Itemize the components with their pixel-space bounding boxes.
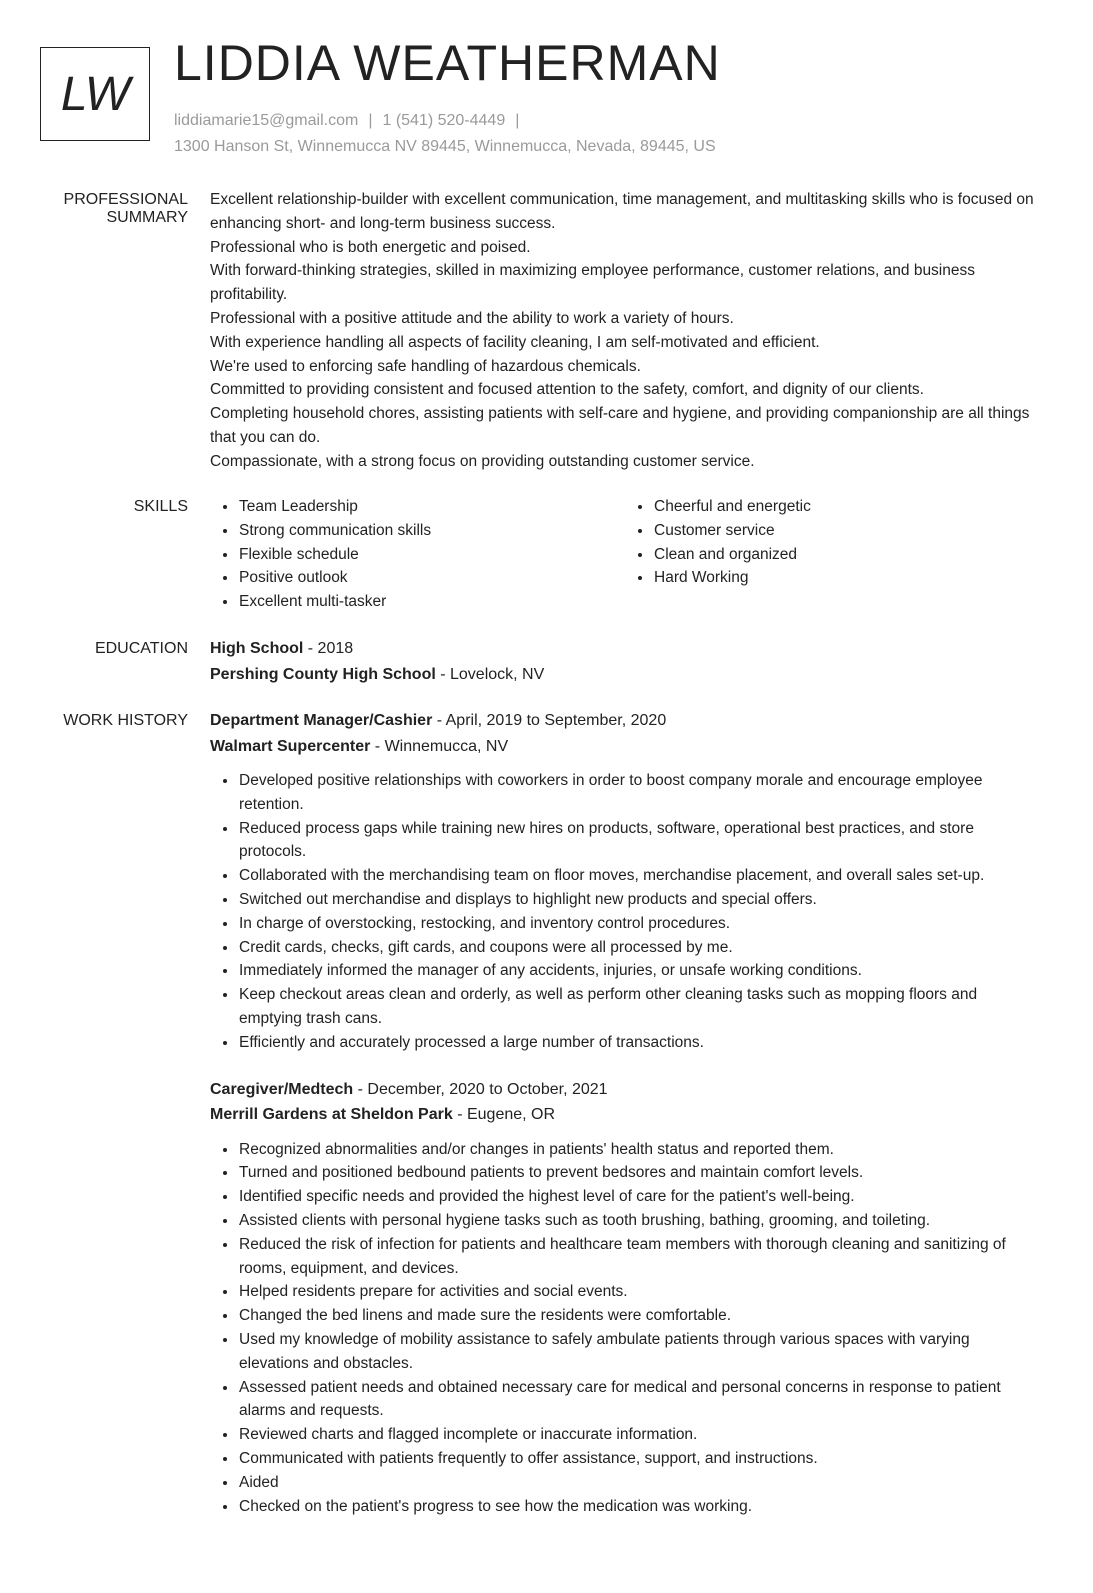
summary-line: Professional who is both energetic and poised. bbox=[210, 238, 531, 256]
contact-line-1 bbox=[174, 108, 716, 134]
job-bullet: • Communicated with patients frequently to offer assistance, support, and instructions. bbox=[238, 1447, 1040, 1471]
summary-body bbox=[210, 188, 1040, 474]
summary-line: Excellent relationship-builder with excellent communication, time management, and multitasking skills who is focused on enhancing short- and long-term business success. bbox=[210, 191, 1034, 232]
summary-line: With forward-thinking strategies, skilled in maximizing employee performance, customer relations, and business profitability. bbox=[210, 262, 975, 304]
separator: | bbox=[515, 112, 520, 129]
job-location: - Eugene, OR bbox=[452, 1106, 556, 1124]
job-bullet: • Checked on the patient's progress to see how the medication was working. bbox=[238, 1495, 1040, 1519]
job-bullet: • Assessed patient needs and obtained necessary care for medical and personal concerns in response to patient alarms and requests. bbox=[238, 1376, 1040, 1424]
job-entry bbox=[210, 708, 1040, 1055]
job-bullet: • Developed positive relationships with coworkers in order to boost company morale and encourage employee retention. bbox=[238, 769, 1040, 817]
section-label-work: WORK HISTORY bbox=[63, 712, 188, 729]
email[interactable]: liddiamarie15@gmail.com bbox=[174, 112, 359, 129]
job-bullet: • Credit cards, checks, gift cards, and coupons were all processed by me. bbox=[238, 936, 1040, 960]
job-title: Department Manager/Cashier bbox=[210, 712, 433, 729]
separator: | bbox=[368, 112, 373, 129]
job-bullet: • Turned and positioned bedbound patients to prevent bedsores and maintain comfort levels. bbox=[238, 1161, 1040, 1185]
job-employer-line bbox=[210, 1102, 1040, 1128]
section-label-skills: SKILLS bbox=[133, 498, 188, 515]
skill-item: • Strong communication skills bbox=[238, 519, 625, 543]
skills-body bbox=[210, 495, 1040, 614]
skill-item: • Excellent multi-tasker bbox=[238, 590, 625, 614]
job-bullets bbox=[210, 1138, 1040, 1519]
contact-info bbox=[174, 108, 716, 160]
job-bullet: • Recognized abnormalities and/or changes in patients' health status and reported them. bbox=[238, 1138, 1040, 1162]
summary-line: With experience handling all aspects of facility cleaning, I am self-motivated and efficient. bbox=[210, 333, 820, 351]
job-bullet: • Assisted clients with personal hygiene tasks such as tooth brushing, bathing, grooming, and toileting. bbox=[238, 1209, 1040, 1233]
skills-column-1 bbox=[210, 495, 625, 614]
skills-column-2 bbox=[625, 495, 1040, 614]
skill-item: • Positive outlook bbox=[238, 566, 625, 590]
job-bullet: • Switched out merchandise and displays to highlight new products and special offers. bbox=[238, 888, 1040, 912]
job-title-line bbox=[210, 1077, 1040, 1103]
job-dates: - December, 2020 to October, 2021 bbox=[353, 1080, 608, 1098]
degree: High School bbox=[210, 640, 304, 657]
job-employer: Walmart Supercenter bbox=[210, 737, 371, 755]
work-body bbox=[210, 708, 1040, 1518]
job-bullet: • Used my knowledge of mobility assistance to safely ambulate patients through various spaces with varying elevations and obstacles. bbox=[238, 1328, 1040, 1376]
address: 1300 Hanson St, Winnemucca NV 89445, Winnemucca, Nevada, 89445, US bbox=[174, 138, 716, 155]
summary-line: Completing household chores, assisting patients with self-care and hygiene, and providing companionship are all things that you can do. bbox=[210, 405, 1030, 446]
job-bullet: • In charge of overstocking, restocking, and inventory control procedures. bbox=[238, 912, 1040, 936]
skill-item: • Flexible schedule bbox=[238, 543, 625, 567]
phone[interactable]: 1 (541) 520-4449 bbox=[382, 112, 506, 129]
summary-line: Committed to providing consistent and focused attention to the safety, comfort, and dignity of our clients. bbox=[210, 381, 924, 399]
summary-line: Compassionate, with a strong focus on providing outstanding customer service. bbox=[210, 452, 755, 470]
job-bullet: • Helped residents prepare for activities and social events. bbox=[238, 1280, 1040, 1304]
job-bullet: • Identified specific needs and provided the highest level of care for the patient's well-being. bbox=[238, 1185, 1040, 1209]
job-bullet: • Keep checkout areas clean and orderly, as well as perform other cleaning tasks such as mopping floors and emptying trash cans. bbox=[238, 983, 1040, 1031]
job-bullet: • Reduced the risk of infection for patients and healthcare team members with thorough cleaning and sanitizing of rooms, equipment, and devices. bbox=[238, 1233, 1040, 1281]
job-location: - Winnemucca, NV bbox=[370, 737, 509, 755]
section-label-summary bbox=[40, 191, 188, 227]
job-title-line bbox=[210, 708, 1040, 734]
summary-line: Professional with a positive attitude and the ability to work a variety of hours. bbox=[210, 309, 734, 327]
candidate-name: LIDDIA WEATHERMAN bbox=[174, 35, 721, 91]
school-location: - Lovelock, NV bbox=[435, 665, 545, 683]
job-bullet: • Aided bbox=[238, 1471, 1040, 1495]
section-label-education: EDUCATION bbox=[94, 640, 188, 657]
job-bullet: • Reduced process gaps while training new hires on products, software, operational best practices, and store protocols. bbox=[238, 817, 1040, 865]
job-bullet: • Changed the bed linens and made sure the residents were comfortable. bbox=[238, 1304, 1040, 1328]
education-degree bbox=[210, 636, 1040, 662]
job-bullet: • Collaborated with the merchandising team on floor moves, merchandise placement, and overall sales set-up. bbox=[238, 864, 1040, 888]
skill-item: • Customer service bbox=[653, 519, 1040, 543]
job-dates: - April, 2019 to September, 2020 bbox=[432, 712, 667, 729]
monogram-logo: LW bbox=[40, 47, 150, 141]
education-body bbox=[210, 636, 1040, 687]
degree-year: - 2018 bbox=[303, 640, 354, 657]
education-school bbox=[210, 662, 1040, 688]
skill-item: • Cheerful and energetic bbox=[653, 495, 1040, 519]
skill-item: • Team Leadership bbox=[238, 495, 625, 519]
skill-item: • Hard Working bbox=[653, 566, 1040, 590]
job-employer-line bbox=[210, 734, 1040, 760]
job-bullets bbox=[210, 769, 1040, 1055]
job-title: Caregiver/Medtech bbox=[210, 1080, 354, 1098]
label-line: SUMMARY bbox=[106, 209, 188, 226]
job-employer: Merrill Gardens at Sheldon Park bbox=[210, 1106, 453, 1124]
label-line: PROFESSIONAL bbox=[63, 191, 188, 208]
summary-line: We're used to enforcing safe handling of hazardous chemicals. bbox=[210, 357, 641, 375]
job-bullet: • Immediately informed the manager of any accidents, injuries, or unsafe working conditions. bbox=[238, 959, 1040, 983]
job-bullet: • Reviewed charts and flagged incomplete or inaccurate information. bbox=[238, 1423, 1040, 1447]
skill-item: • Clean and organized bbox=[653, 543, 1040, 567]
job-bullet: • Efficiently and accurately processed a large number of transactions. bbox=[238, 1031, 1040, 1055]
job-entry bbox=[210, 1077, 1040, 1519]
school: Pershing County High School bbox=[210, 665, 436, 683]
